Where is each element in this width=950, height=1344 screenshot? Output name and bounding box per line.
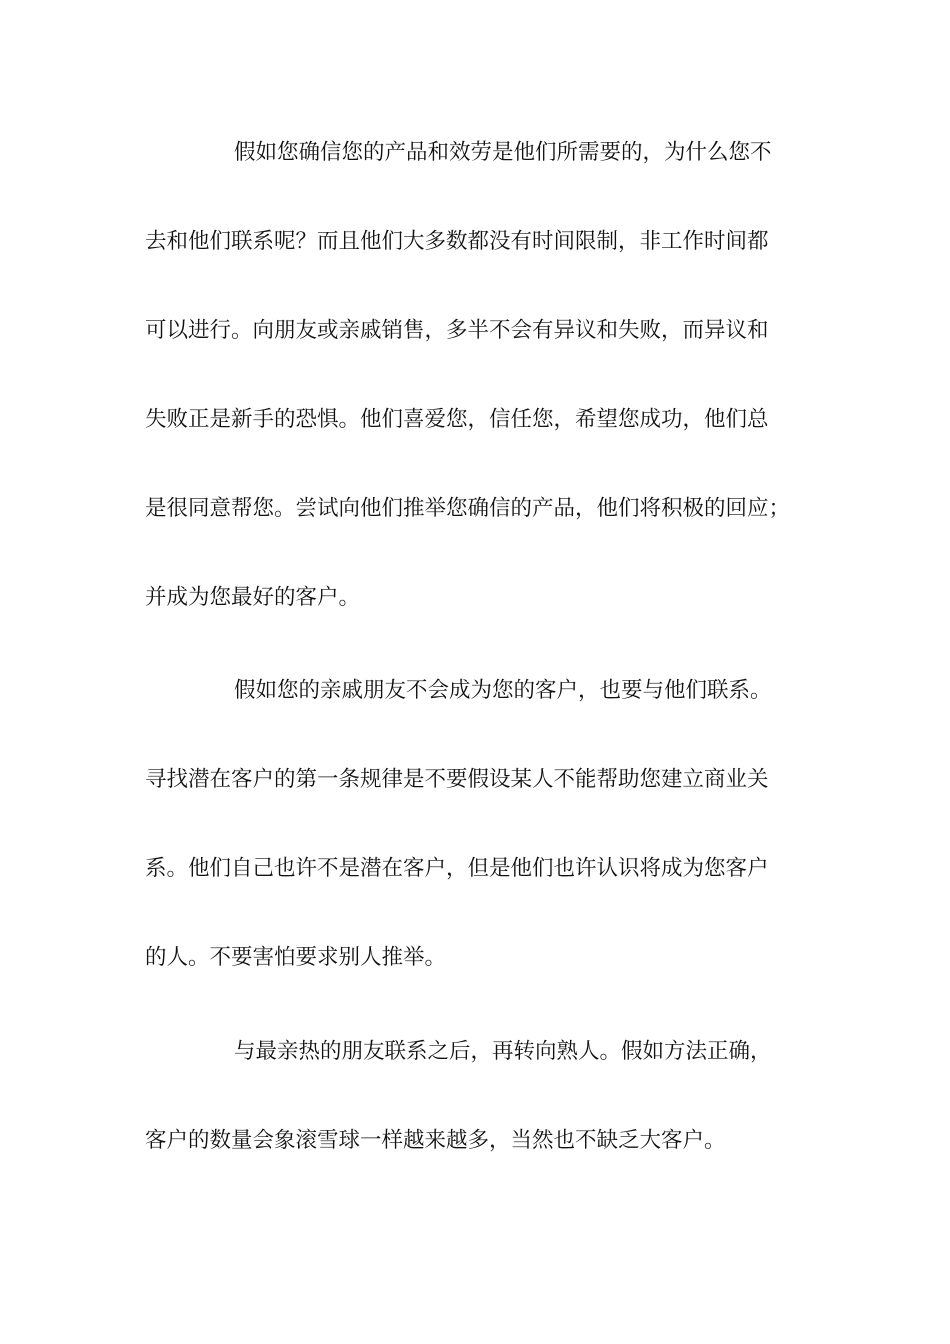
text-line: 是很同意帮您。尝试向他们推举您确信的产品，他们将积极的回应； (145, 496, 791, 521)
text-line: 寻找潜在客户的第一条规律是不要假设某人不能帮助您建立商业关 (145, 767, 769, 792)
text-line: 与最亲热的朋友联系之后，再转向熟人。假如方法正确， (234, 1039, 772, 1064)
text-line: 失败正是新手的恐惧。他们喜爱您，信任您，希望您成功，他们总 (145, 407, 769, 432)
text-line: 客户的数量会象滚雪球一样越来越多，当然也不缺乏大客户。 (145, 1128, 726, 1153)
text-line: 假如您确信您的产品和效劳是他们所需要的，为什么您不 (234, 140, 772, 165)
text-line: 的人。不要害怕要求别人推举。 (145, 945, 447, 970)
text-line: 去和他们联系呢？而且他们大多数都没有时间限制，非工作时间都 (145, 229, 769, 254)
text-line: 并成为您最好的客户。 (145, 585, 361, 610)
text-line: 可以进行。向朋友或亲戚销售，多半不会有异议和失败，而异议和 (145, 318, 769, 343)
text-line: 假如您的亲戚朋友不会成为您的客户，也要与他们联系。 (234, 678, 772, 703)
text-line: 系。他们自己也许不是潜在客户，但是他们也许认识将成为您客户 (145, 856, 769, 881)
